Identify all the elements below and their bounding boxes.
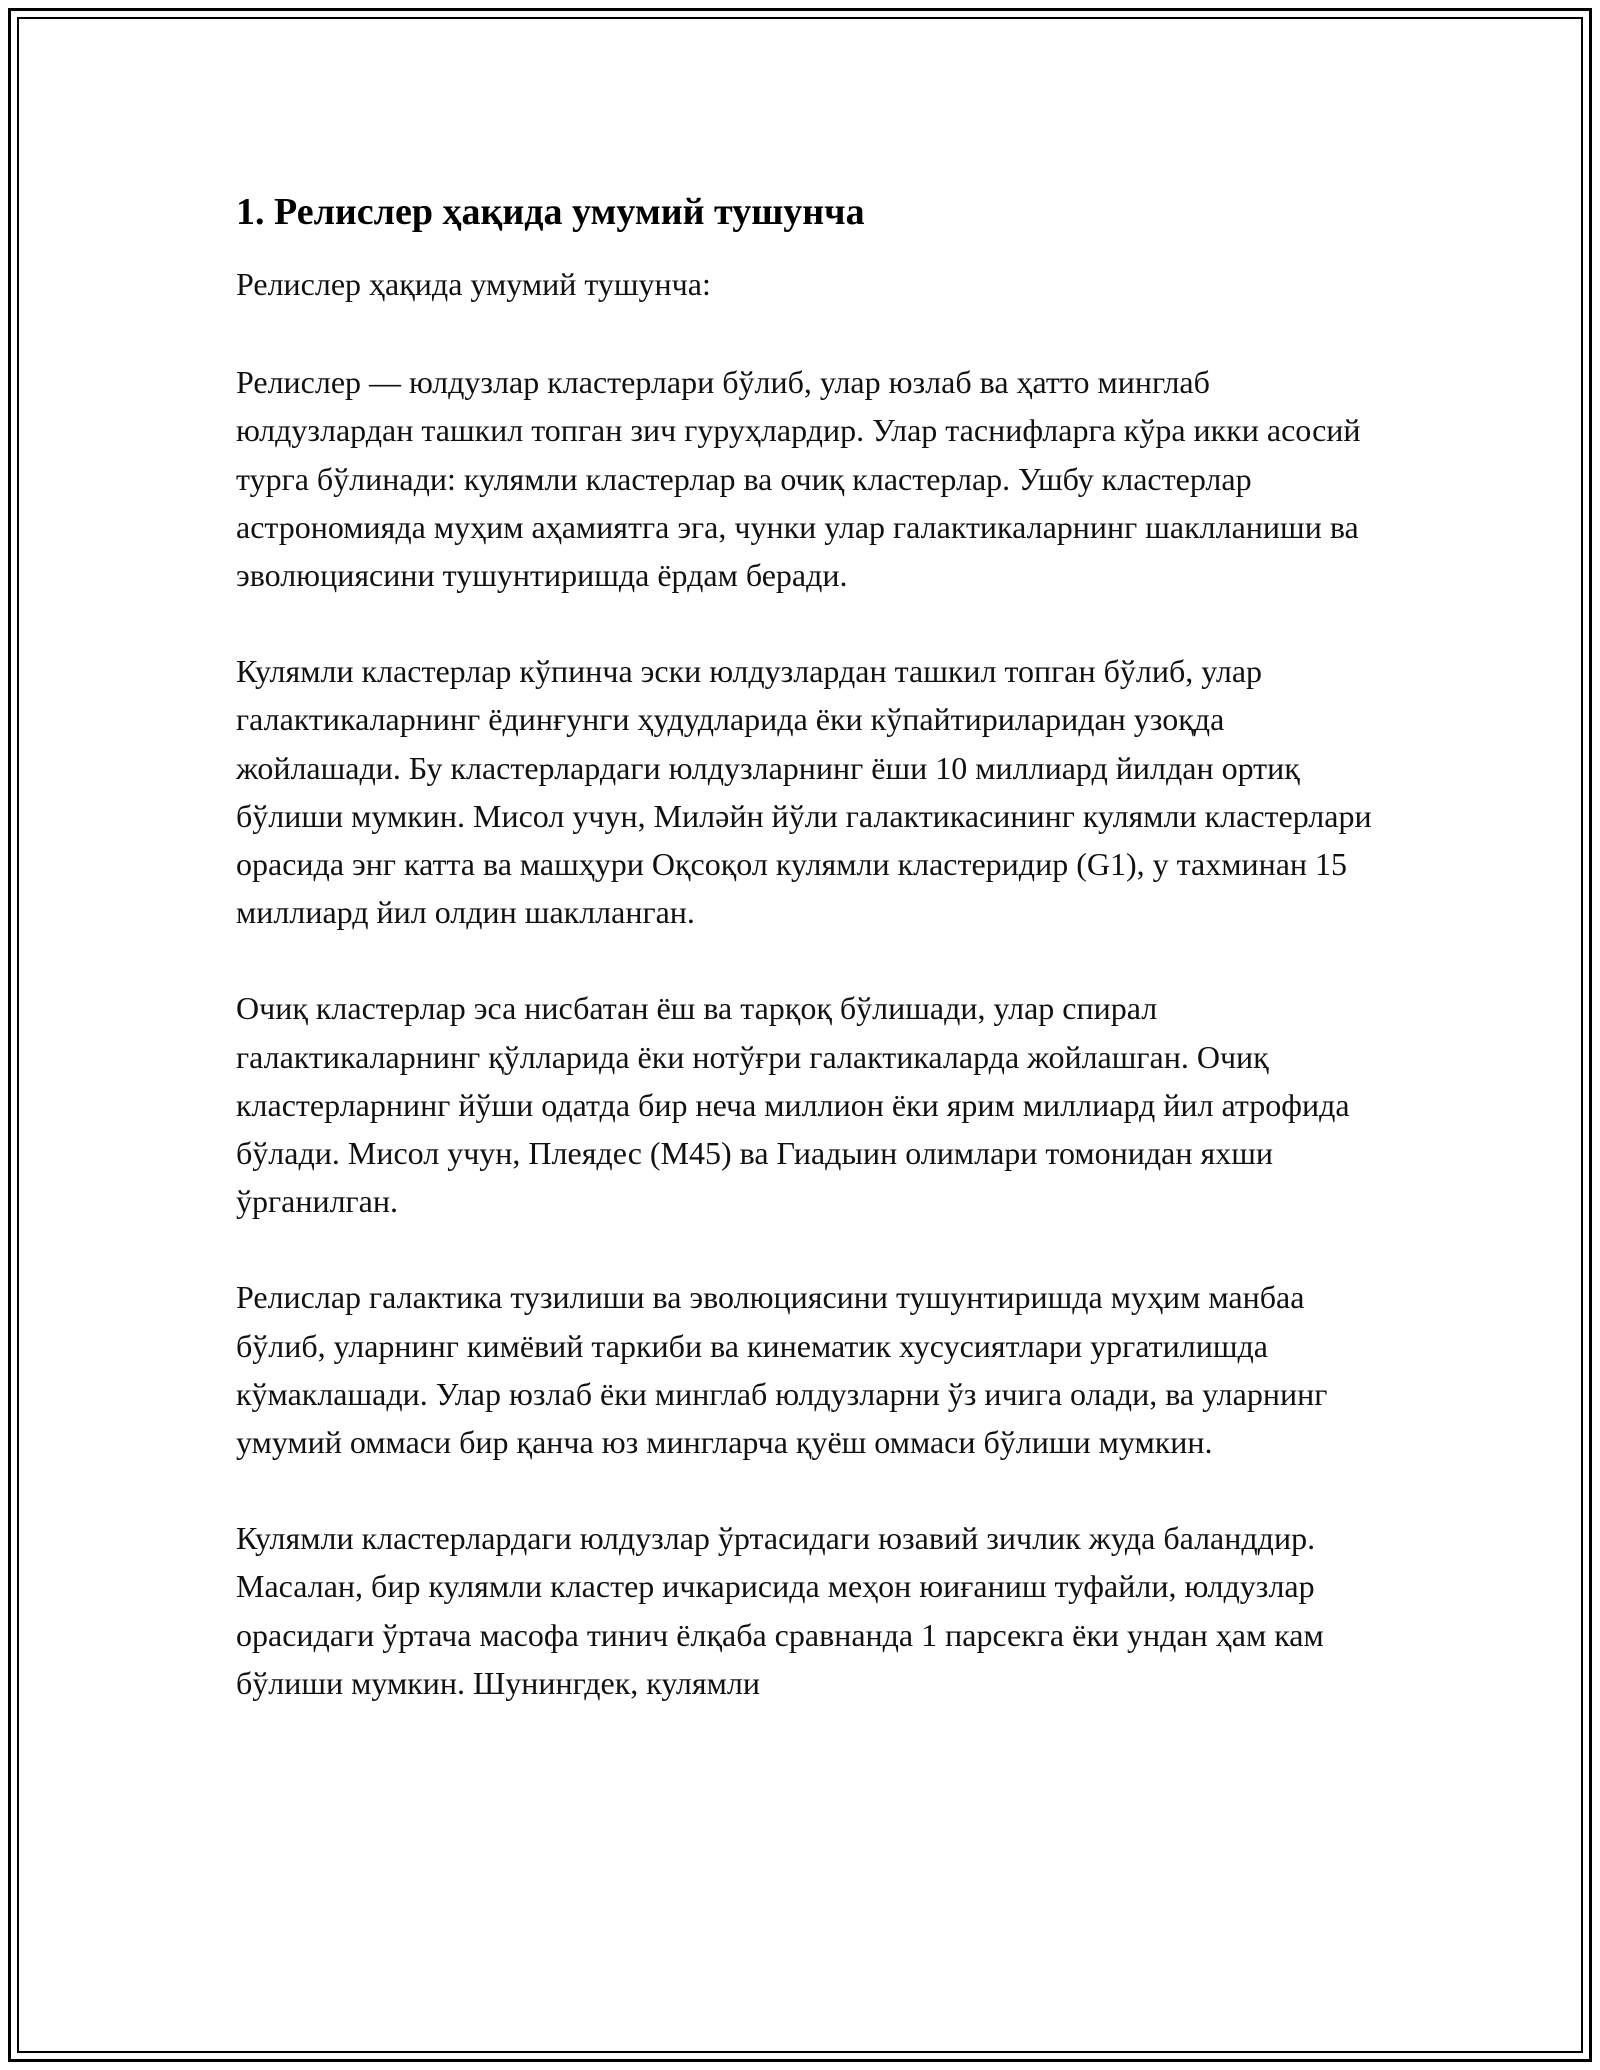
paragraph-globular-clusters: Кулямли кластерлар кўпинча эски юлдузлардан ташкил топган бўлиб, улар галактикаларнинг ёдинғунги ҳудудларида ёки кўпайтириларидан узоқда жойлашади. Бу кластерлардаги юлдузларнинг ёши 10 миллиард йилдан ортиқ бўлиши мумкин. Мисол учун, Миләйн йўли галактикасининг кулямли кластерлари орасида энг катта ва машҳури Оқсоқол кулямли кластеридир (G1), у тахминан 15 миллиард йил олдин шаклланган. (236, 653, 1372, 931)
paragraph-open-clusters: Очиқ кластерлар эса нисбатан ёш ва тарқоқ бўлишади, улар спирал галактикаларнинг қўлларида ёки нотўғри галактикаларда жойлашган. Очиқ кластерларнинг йўши одатда бир неча миллион ёки ярим миллиард йил атрофида бўлади. Мисол учун, Плеядес (M45) ва Гиадыин олимлари томонидан яхши ўрганилган. (236, 990, 1350, 1220)
paragraph-significance: Релислар галактика тузилиши ва эволюциясини тушунтиришда муҳим манбаа бўлиб, уларнинг кимёвий таркиби ва кинематик хусусиятлари ургатилишда кўмаклашади. Улар юзлаб ёки минглаб юлдузларни ўз ичига олади, ва уларнинг умумий оммаси бир қанча юз мингларча қуёш оммаси бўлиши мумкин. (236, 1279, 1328, 1461)
paragraph-intro: Релислер ҳақида умумий тушунча: (236, 266, 711, 302)
paragraph-definition: Релислер — юлдузлар кластерлари бўлиб, улар юзлаб ва ҳатто минглаб юлдузлардан ташкил топган зич гуруҳлардир. Улар таснифларга кўра икки асосий турга бўлинади: кулямли кластерлар ва очиқ кластерлар. Ушбу кластерлар астрономияда муҳим аҳамиятга эга, чунки улар галактикаларнинг шаклланиши ва эволюциясини тушунтиришда ёрдам беради. (236, 364, 1361, 594)
section-heading: 1. Релислер ҳақида умумий тушунча (236, 191, 865, 233)
paragraph-density: Кулямли кластерлардаги юлдузлар ўртасидаги юзавий зичлик жуда баланддир. Масалан, бир кулямли кластер ичкарисида меҳон юиғаниш туфайли, юлдузлар орасидаги ўртача масофа тинич ёлқаба сравнанда 1 парсекга ёки ундан ҳам кам бўлиши мумкин. Шунингдек, кулямли (236, 1520, 1324, 1701)
document-body (236, 186, 1376, 1755)
